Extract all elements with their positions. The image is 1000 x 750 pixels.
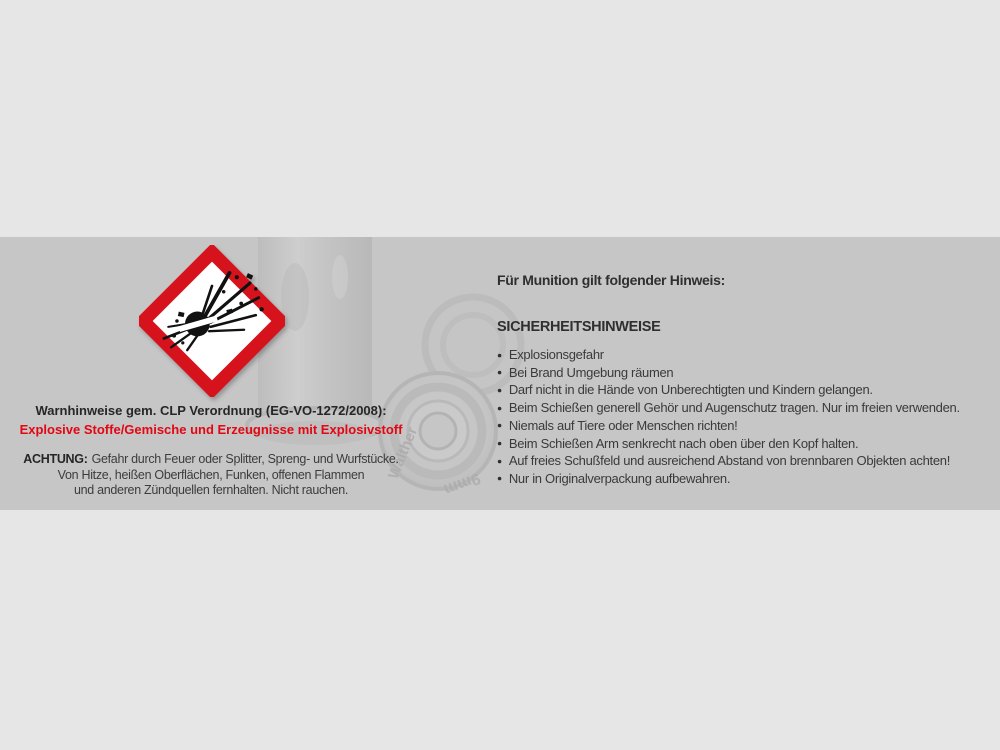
caution-paragraph [0, 452, 422, 499]
safety-list-item: ● Auf freies Schußfeld und ausreichend Abstand von brennbaren Objekten achten! [497, 453, 960, 471]
safety-list-item: ● Niemals auf Tiere oder Menschen richten! [497, 418, 960, 436]
safety-list-item: ● Explosionsgefahr [497, 347, 960, 365]
safety-list-item: ● Beim Schießen generell Gehör und Augenschutz tragen. Nur im freien verwenden. [497, 400, 960, 418]
caution-line-2: Von Hitze, heißen Oberflächen, Funken, offenen Flammen [57, 467, 365, 482]
hazard-statement: Explosive Stoffe/Gemische und Erzeugnisse mit Explosivstoff [19, 422, 403, 437]
ammunition-notice-intro: Für Munition gilt folgender Hinweis: [497, 272, 725, 288]
caution-line-1 [0, 452, 422, 468]
safety-list-item: ● Nur in Originalverpackung aufbewahren. [497, 471, 960, 489]
caution-line-3: und anderen Zündquellen fernhalten. Nicht rauchen. [73, 483, 349, 497]
safety-list-item: ● Beim Schießen Arm senkrecht nach oben über den Kopf halten. [497, 436, 960, 454]
safety-instructions-heading: SICHERHEITSHINWEISE [497, 319, 661, 335]
safety-list-item: ● Bei Brand Umgebung räumen [497, 365, 960, 383]
caution-label: ACHTUNG: [23, 452, 88, 466]
caution-text-1: Gefahr durch Feuer oder Splitter, Spreng- und Wurfstücke. [91, 452, 399, 466]
ghs01-explosive-pictogram-icon [139, 245, 285, 397]
clp-warning-heading: Warnhinweise gem. CLP Verordnung (EG-VO-1272/2008): [35, 403, 387, 418]
headstamp-maker-text: Walther [384, 424, 422, 482]
safety-list-item: ● Darf nicht in die Hände von Unberechtigten und Kindern gelangen. [497, 382, 960, 400]
headstamp-caliber-text: 9mm [441, 469, 483, 498]
safety-instructions-list [497, 347, 960, 489]
